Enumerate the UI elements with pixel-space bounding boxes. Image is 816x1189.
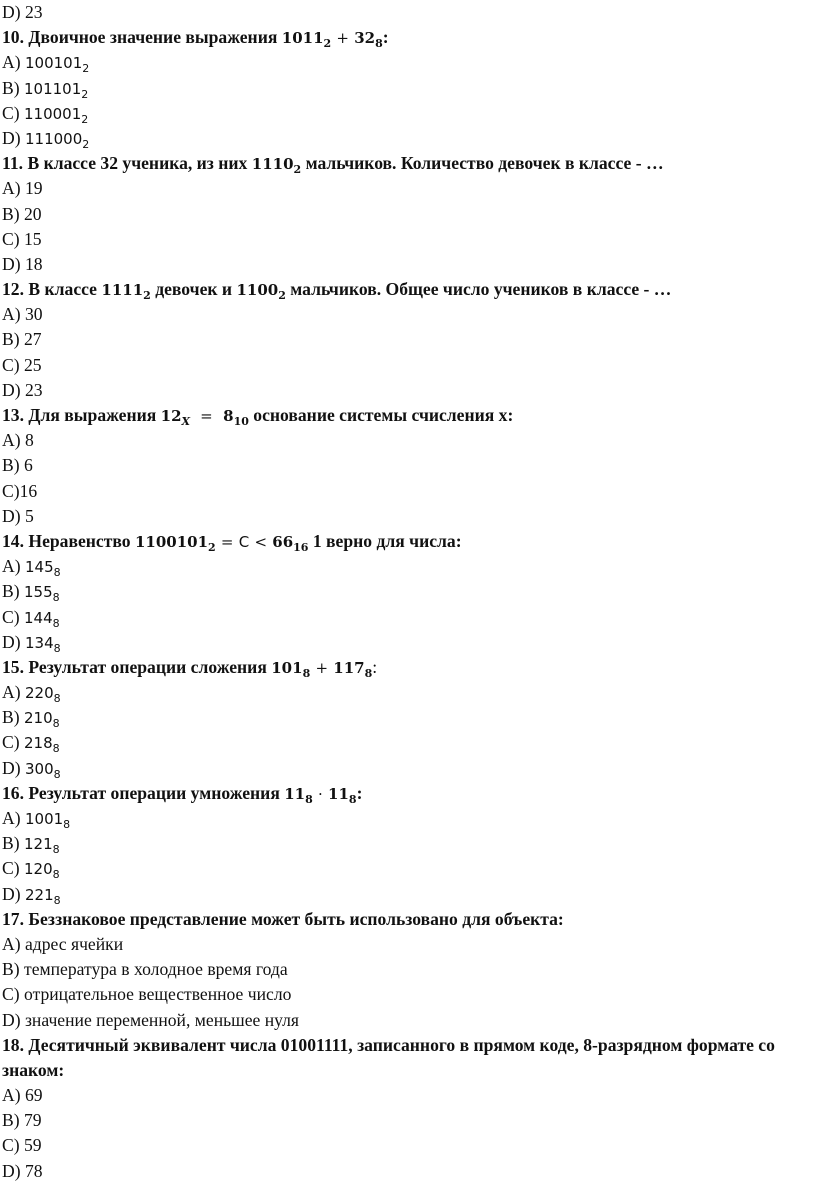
option-b[interactable]: B) $121_8$ [2, 833, 60, 857]
option-a[interactable]: A) $1001_8$ [2, 808, 71, 831]
option-c[interactable]: C) 59 [2, 1135, 42, 1156]
binary-value-girls: $1111_2$ [101, 281, 151, 303]
option-c[interactable]: C)16 [2, 480, 38, 501]
option-d[interactable]: D) 5 [2, 505, 34, 526]
option-c[interactable]: C) $144_8$ [2, 606, 60, 630]
option-b[interactable]: B) 20 [2, 203, 42, 224]
expression: $11_8 \cdot 11_8$ [284, 784, 357, 806]
binary-value-boys: $1100_2$ [236, 281, 286, 303]
option-b[interactable]: B) $210_8$ [2, 707, 60, 731]
option-d[interactable]: D) 23 [2, 379, 43, 400]
option-d[interactable]: D) $300_8$ [2, 757, 61, 781]
option-a[interactable]: A) $220_8$ [2, 682, 61, 706]
option-d[interactable]: D) $221_8$ [2, 883, 61, 907]
expression: $1011_2 + 32_8$ [281, 29, 383, 51]
option-b[interactable]: B) 79 [2, 1110, 42, 1131]
question-18: 18. Десятичный эквивалент числа 01001111, записанного в прямом коде, 8-разрядном формате со знаком: [2, 1034, 775, 1080]
option-a[interactable]: A) 8 [2, 430, 34, 451]
option-c[interactable]: C) 15 [2, 228, 42, 249]
option-b[interactable]: B) $155_8$ [2, 581, 60, 605]
question-17: 17. Беззнаковое представление может быть использовано для объекта: [2, 908, 564, 929]
question-14: 14. Неравенство $1100101_2 = C < 66_{16}$ 1 верно для числа: [2, 530, 462, 554]
option-c[interactable]: C) $110001_2$ [2, 102, 89, 126]
question-13: 13. Для выражения $12_X = 8_{10}$ основание системы счисления x: [2, 405, 514, 428]
option-c[interactable]: C) $120_8$ [2, 858, 60, 882]
option-d[interactable]: D) $134_8$ [2, 631, 61, 655]
question-16: 16. Результат операции умножения $11_8 \cdot 11_8$: [2, 782, 363, 806]
option-d[interactable]: D) 78 [2, 1160, 43, 1181]
option-a[interactable]: A) $100101_2$ [2, 52, 90, 76]
option-a[interactable]: A) 19 [2, 178, 43, 199]
option-b[interactable]: B) температура в холодное время года [2, 959, 288, 980]
option-c[interactable]: C) отрицательное вещественное число [2, 984, 292, 1005]
option-b[interactable]: B) 27 [2, 329, 42, 350]
option-a[interactable]: A) 30 [2, 304, 43, 325]
binary-value: $1110_2$ [251, 155, 302, 177]
question-10: 10. Двоичное значение выражения $1011_2 + 32_8$: [2, 27, 389, 51]
option-b[interactable]: B) $101101_2$ [2, 77, 89, 101]
question-15: 15. Результат операции сложения $101_8 + 117_8$: [2, 656, 378, 680]
expression: $101_8 + 117_8$ [271, 658, 373, 680]
option-a[interactable]: A) адрес ячейки [2, 933, 124, 954]
option-c[interactable]: C) 25 [2, 354, 42, 375]
option-a[interactable]: A) 69 [2, 1085, 43, 1106]
question-12: 12. В классе $1111_2$ девочек и $1100_2$ мальчиков. Общее число учеников в классе - … [2, 279, 672, 303]
option-d[interactable]: D) значение переменной, меньшее нуля [2, 1009, 300, 1030]
option-b[interactable]: B) 6 [2, 455, 33, 476]
inequality: $1100101_2 = C < 66_{16}$ [134, 532, 309, 554]
question-11: 11. В классе 32 ученика, из них $1110_2$ мальчиков. Количество девочек в классе - … [2, 153, 664, 177]
option-a[interactable]: A) $145_8$ [2, 556, 61, 580]
option-c[interactable]: C) $218_8$ [2, 732, 60, 756]
expression: $12_X = 8_{10}$ [160, 407, 249, 428]
option-d[interactable]: D) $111000_2$ [2, 127, 90, 151]
option-d[interactable]: D) 18 [2, 253, 43, 274]
option-d-prev[interactable]: D) 23 [2, 2, 43, 22]
test-page [2, 0, 812, 1184]
